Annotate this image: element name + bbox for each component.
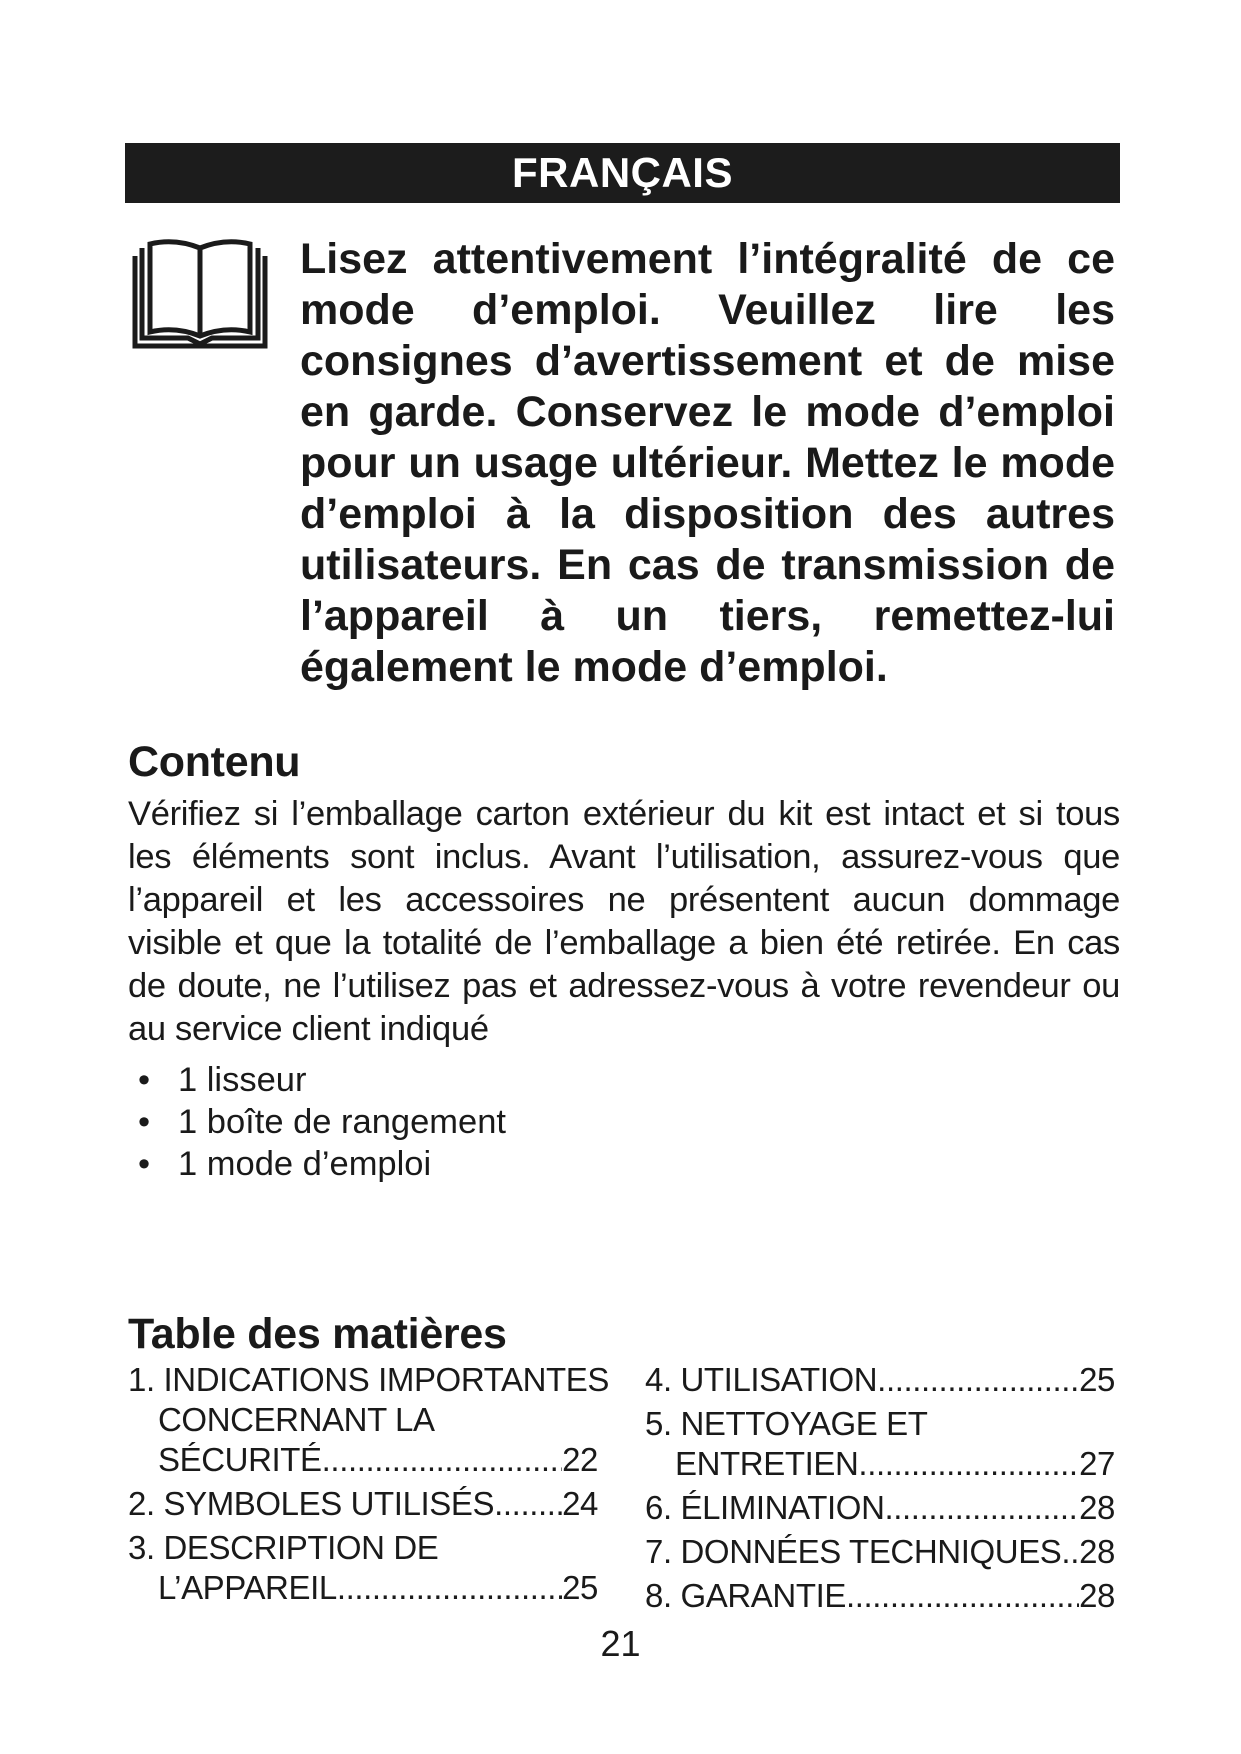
toc-leader — [494, 1484, 562, 1524]
list-item: • 1 mode d’emploi — [138, 1145, 432, 1183]
toc-page: 27 — [1079, 1445, 1115, 1482]
toc-entry: 2. SYMBOLES UTILISÉS ..... 24 — [128, 1484, 598, 1524]
toc-page: 25 — [562, 1569, 598, 1606]
toc-leader — [846, 1576, 1079, 1616]
toc-entry: 8. GARANTIE ..... 28 — [645, 1576, 1115, 1616]
toc-leader — [858, 1444, 1079, 1484]
bullet: • — [138, 1061, 151, 1099]
toc-leader — [322, 1440, 562, 1480]
toc-leader — [1061, 1532, 1079, 1572]
contents-list — [138, 1059, 506, 1185]
toc-leader — [877, 1360, 1079, 1400]
toc-right-column — [645, 1360, 1115, 1620]
toc-page: 28 — [1079, 1577, 1115, 1614]
toc-entry: 3. DESCRIPTION DE L’APPAREIL ..... 25 — [128, 1528, 598, 1608]
toc-page: 25 — [1079, 1361, 1115, 1398]
toc-page: 28 — [1079, 1489, 1115, 1526]
list-item: • 1 boîte de rangement — [138, 1103, 506, 1141]
language-header — [125, 143, 1120, 203]
toc-left-column — [128, 1360, 609, 1612]
toc-page: 24 — [562, 1485, 598, 1522]
toc-entry: 7. DONNÉES TECHNIQUES ..... 28 — [645, 1532, 1115, 1572]
bullet: • — [138, 1145, 151, 1183]
list-item: • 1 lisseur — [138, 1061, 307, 1099]
toc-leader — [885, 1488, 1080, 1528]
toc-entry: 6. ÉLIMINATION ..... 28 — [645, 1488, 1115, 1528]
contenu-heading: Contenu — [128, 738, 301, 786]
language-label: FRANÇAIS — [512, 149, 733, 196]
toc-page: 28 — [1079, 1533, 1115, 1570]
toc-entry: 5. NETTOYAGE ET ENTRETIEN ..... 27 — [645, 1404, 1115, 1484]
toc-heading: Table des matières — [128, 1310, 507, 1358]
contenu-paragraph: Vérifiez si l’emballage carton extérieur du kit est intact et si tous les éléments sont inclus. Avant l’utilisation, assurez-vous que l’appareil et les accessoires ne présentent aucun dommage visible et que la totalité de l’emballage a bien été retirée. En cas de doute, ne l’utilisez pas et adressez-vous à votre revendeur ou au service client indiqué — [128, 795, 1120, 1048]
open-book-icon — [130, 236, 270, 356]
toc-entry: 4. UTILISATION ..... 25 — [645, 1360, 1115, 1400]
toc-leader — [337, 1568, 562, 1608]
page-number: 21 — [600, 1623, 641, 1664]
toc-entry: 1. INDICATIONS IMPORTANTES CONCERNANT LA SÉCURITÉ ..... 22 — [128, 1360, 598, 1480]
intro-warning-text: Lisez attentivement l’intégralité de ce mode d’emploi. Veuillez lire les consignes d’avertissement et de mise en garde. Conservez le mode d’emploi pour un usage ultérieur. Mettez le mode d’emploi à la disposition des autres utilisateurs. En cas de transmission de l’appareil à un tiers, remettez-lui également le mode d’emploi. — [300, 235, 1115, 691]
bullet: • — [138, 1103, 151, 1141]
toc-page: 22 — [562, 1441, 598, 1478]
